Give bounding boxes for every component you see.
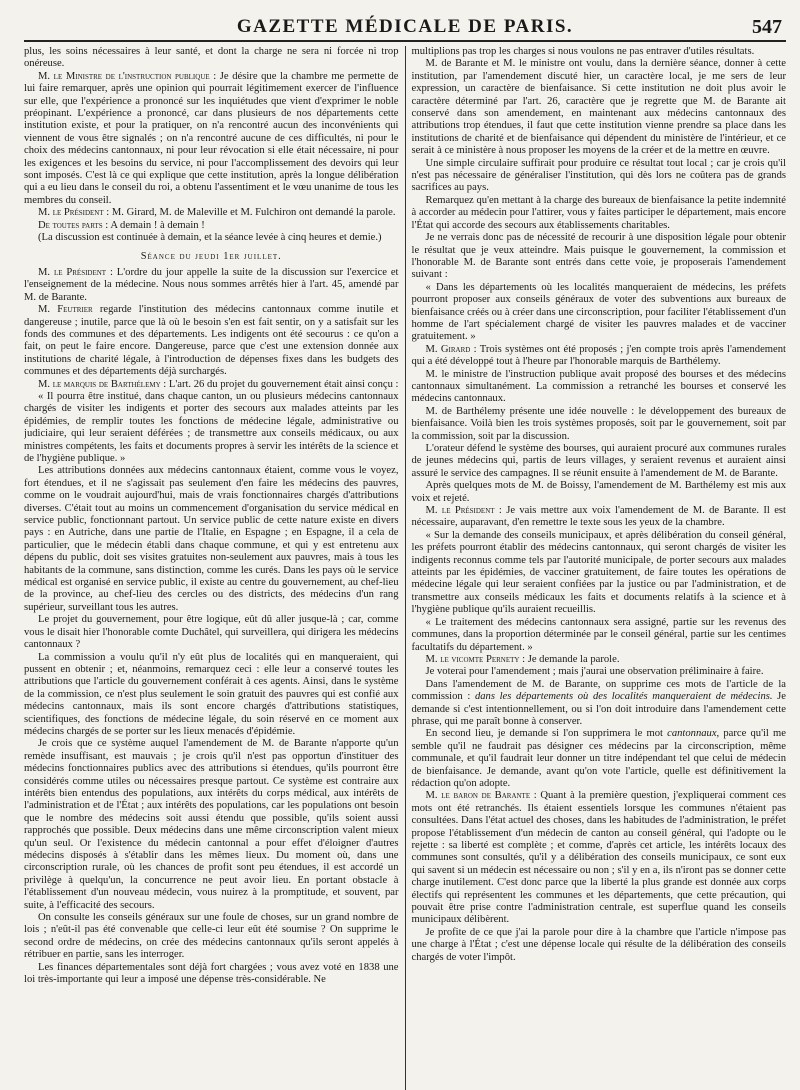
paragraph-text: Les finances départementales sont déjà fort chargées ; vous avez voté en 1838 une loi très-importante qui leur a imposé une dépense très-considérable. Ne: [24, 961, 399, 986]
paragraph: [412, 728, 787, 790]
speaker-name: M. le baron de Barante :: [425, 790, 537, 802]
paragraph-text: L'art. 26 du projet du gouvernement était ainsi conçu :: [166, 378, 399, 390]
paragraph-text: L'ordre du jour appelle la suite de la discussion sur l'exercice et l'enseignement de la médecine. Nous nous sommes arrêtés hier à l'art. 45, amendé par M. de Barante.: [24, 266, 399, 303]
paragraph-text: A demain ! à demain !: [108, 219, 205, 231]
paragraph: [412, 530, 787, 617]
paragraph-text: Les attributions données aux médecins cantonnaux étaient, comme vous le voyez, fort étendues, et il ne s'agissait pas seulement d'en faire les médecins des pauvres, comme on le voudrait aujourd'hui, mais de vrais fonctionnaires chargés d'attributions diverses. C'était tout au moins un commencement d'organisation du service médical en service public, fonctionnant partout. Un service public de cette nature existe en divers pays : en Autriche, dans une partie de l'Italie, en Espagne ; en Espagne, il a cela de particulier, que le médecin établi dans chaque commune, et qui y est entretenu aux dépens du public, doit ses visites gratuites non-seulement aux pauvres, mais à tous les habitants de la commune, sans distinction, comme les curés. Dans les pays où le service médical est organisé en service public, il existe au centre du gouvernement, au chef-lieu de la province, au chef-lieu des cercles ou des districts, des médecins d'un rang supérieur, surveillant tous les autres.: [24, 465, 399, 613]
paragraph-text: Je profite de ce que j'ai la parole pour dire à la chambre que l'article n'impose pas une charge à l'État ; c'est une dépense locale qui résulte de la délibération des conseils chargés de voter l'impôt.: [411, 926, 786, 963]
paragraph: [412, 406, 787, 443]
speaker-name: M. le Ministre de l'instruction publique :: [38, 70, 217, 82]
paragraph-text: La commission a voulu qu'il n'y eût plus de localités qui en manqueraient, qui pussent en obtenir ; et, néanmoins, remarquez ceci : elle leur a conservé toutes les attributions que l'article du gouvernement conférait à ces agents. Ainsi, dans le système de la commission, ce n'est plus seulement le soin gratuit des pauvres qui est confié aux médecins cantonnaux, mais ils sont encore chargés d'attributions statistiques, scientifiques, des fonctions de médecine légale, du soin réservé en ce moment aux médecins chargés de se porter sur les lieux menacés d'épidémie.: [24, 651, 399, 737]
speaker-name: M. le vicomte Pernety :: [425, 653, 526, 665]
paragraph: [24, 379, 399, 391]
speaker-name: M. le Président :: [38, 266, 113, 278]
paragraph-text: plus, les soins nécessaires à leur santé, et dont la charge ne sera ni forcée ni trop onéreuse.: [24, 46, 399, 70]
left-column: [24, 46, 405, 1090]
paragraph-text: regarde l'institution des médecins cantonnaux comme inutile et dangereuse ; inutile, parce que là où le besoin s'en est fait sentir, on y a satisfait sur les fonds des communes et des départements. Les indigents ont été secourus : ce qu'on a fait, on peut le faire encore. Dangereuse, parce que c'est une extension donnée aux institutions de charité légale, à l'introduction de dépenses fixes dans les budgets des communes et des départements déjà surchargés.: [24, 304, 399, 378]
paragraph-text: Je désire que la chambre me permette de lui faire remarquer, après une opinion qui pourrait légitimement exercer de l'influence sur elle, que l'expérience a prononcé sur les inquiétudes que vient d'exprimer le noble préopinant. L'expérience a prononcé, car dans plusieurs de nos départements cette institution existe, et pour la pratiquer, on n'a rencontré aucun des inconvénients qui viennent de vous être signalés ; on n'a rencontré aucune de ces difficultés, ni pour le choix des médecins cantonnaux, ni pour leur révocation si elle était nécessaire, ni pour les exigences et les besoins du service, ni pour l'accomplissement des devoirs qui leur sont imposés. C'est là ce qui explique que cette institution, après la longue délibération qui a eu lieu dans le conseil du roi, a obtenu l'assentiment et le vœu unanime de tous les membres du conseil.: [24, 70, 399, 206]
paragraph: [412, 158, 787, 195]
paragraph: [24, 71, 399, 207]
journal-title: GAZETTE MÉDICALE DE PARIS.: [236, 16, 574, 37]
paragraph: [24, 391, 399, 465]
paragraph-text: M. de Barthélemy présente une idée nouvelle : le développement des bureaux de bienfaisance. Voilà bien les trois systèmes proposés, soit par le gouvernement, soit par la commission, soit par la discussion.: [411, 405, 786, 442]
paragraph-text: Une simple circulaire suffirait pour produire ce résultat tout local ; car je crois qu'il n'est pas nécessaire de généraliser l'institution, qui dès lors ne coûtera pas de grands sacrifices au pays.: [411, 157, 786, 194]
paragraph: [412, 505, 787, 530]
paragraph: [24, 207, 399, 219]
speaker-name: De toutes parts :: [38, 219, 109, 231]
paragraph: [412, 46, 787, 58]
paragraph: [24, 220, 399, 232]
paragraph: [412, 617, 787, 654]
paragraph: [412, 282, 787, 344]
page-header: [24, 14, 786, 42]
paragraph-text: Remarquez qu'en mettant à la charge des bureaux de bienfaisance la petite indemnité à accorder au médecin pour l'attirer, vous y faites participer le département, mais encore l'État qui accorde des secours aux établissements charitables.: [411, 194, 786, 231]
right-column: [406, 46, 787, 1090]
emphasized-text: dans les départements où des localités manqueraient de médecins.: [474, 691, 773, 703]
paragraph-text: « Dans les départements où les localités manqueraient de médecins, les préfets pourront proposer aux conseils généraux de voter des subventions aux bureaux de bienfaisance créés ou à créer dans une circonscription, pour faciliter l'établissement d'un homme de l'art spécialement chargé de visiter les pauvres malades et de vacciner gratuitement. »: [411, 281, 786, 343]
paragraph: [412, 369, 787, 406]
paragraph: [24, 465, 399, 614]
paragraph-text: Je vais mettre aux voix l'amendement de M. de Barante. Il est nécessaire, auparavant, d'en remettre le texte sous les yeux de la chambre.: [411, 505, 786, 529]
paragraph-text: Je crois que ce système auquel l'amendement de M. de Barante n'apporte qu'un remède insuffisant, est mauvais ; je crois qu'il n'est pas opportun d'instituer des médecins fonctionnaires publics avec des attributions si étendues, qu'ils pourront être considérés comme utiles ou nécessaires presque partout. Ce système est contraire aux intérêts bien entendus des populations, aux intérêts du corps médical, aux intérêts de l'administration et de l'État ; aux intérêts des populations, car les populations ont besoin que le nombre des médecins soit aussi étendu que possible, qu'ils soient aussi rapprochés que possible. Deux médecins dans une même circonscription valent mieux qu'un seul. Or l'existence du médecin cantonnal a pour effet d'éloigner d'autres médecins disposés à s'établir dans les mêmes lieux. Du moment où, dans une circonscription rurale, où les chances de profit sont peu étendues, il est accordé un privilège à quelqu'un, la concurrence ne peut avoir lieu. En portant obstacle à l'établissement d'un nouveau médecin, vous nuirez à la promptitude, et souvent, par suite, à l'efficacité des secours.: [24, 738, 399, 911]
paragraph: [412, 443, 787, 480]
paragraph: [24, 652, 399, 739]
paragraph: [412, 480, 787, 505]
speaker-name: M. Girard :: [425, 343, 477, 355]
paragraph-text: « Il pourra être institué, dans chaque canton, un ou plusieurs médecins cantonnaux chargés de visiter les indigents et porter des secours aux malades atteints par les épidémies, de remplir toutes les fonctions de médecine légale, administrative ou judiciaire, qui leur seraient déférées ; de transmettre aux conseils médicaux, ou aux ministres compétents, les faits et documents propres à servir les intérêts de la science et de l'hygiène publique. »: [24, 390, 399, 464]
speaker-name: M. le marquis de Barthélemy :: [38, 378, 167, 390]
page-number: 547: [752, 16, 782, 38]
paragraph-text: Je ne verrais donc pas de nécessité de recourir à une disposition légale pour obtenir le résultat que je veux atteindre. Mais puisque le gouvernement, la commission et l'honorable M. de Barante sont entrés dans cette voie, je proposerais l'amendement suivant :: [411, 232, 786, 281]
paragraph-text-tail: Je demande si c'est intentionnellement, ou si l'on doit introduire dans l'amendement cette phrase, qui me paraît bonne à conserver.: [411, 691, 786, 727]
paragraph-text: Le projet du gouvernement, pour être logique, eût dû aller jusque-là ; car, comme vous le disait hier l'honorable comte Duchâtel, qui surveillera, qui dirigera les médecins cantonnaux ?: [24, 614, 399, 651]
emphasized-text: cantonnaux,: [667, 728, 720, 740]
paragraph-text: Je demande la parole.: [525, 653, 620, 665]
paragraph: [412, 790, 787, 926]
paragraph-text: Dans l'amendement de M. de Barante, on supprime ces mots de l'article de la commission :: [411, 678, 786, 703]
paragraph: [24, 304, 399, 378]
paragraph-text: « Le traitement des médecins cantonnaux sera assigné, partie sur les revenus des communes, dans la proportion déterminée par le conseil général, partie sur les centimes facultatifs du département. »: [411, 616, 786, 653]
paragraph: [412, 654, 787, 666]
speaker-name: M. Feutrier: [38, 304, 93, 316]
paragraph-text: M. de Barante et M. le ministre ont voulu, dans la dernière séance, donner à cette institution, par l'amendement discuté hier, un caractère local, je me sers de leur expression, un caractère de bienfaisance. Si cette institution ne doit plus avoir le caractère déterminé par l'art. 26, caractère que je regrette que M. de Barante ait conservé dans son amendement, en maintenant aux médecins cantonnaux des attributions trop étendues, il faut que cette institution vienne prendre sa place dans les institutions de charité et de bienfaisance qui dépendent du ministère de l'intérieur, et ce serait à ce ministère à nous proposer les moyens de la créer et de la mettre en œuvre.: [411, 58, 786, 157]
paragraph: [412, 58, 787, 157]
paragraph: [24, 267, 399, 304]
section-title: Séance du jeudi 1er juillet.: [140, 250, 282, 262]
paragraph-text: multiplions pas trop les charges si nous voulons ne pas entraver d'utiles résultats.: [411, 46, 755, 57]
speaker-name: M. le Président :: [38, 207, 110, 219]
paragraph: [412, 927, 787, 964]
paragraph-text: Après quelques mots de M. de Boissy, l'amendement de M. Barthélemy est mis aux voix et rejeté.: [411, 480, 786, 504]
paragraph: [412, 195, 787, 232]
paragraph-text: Trois systèmes ont été proposés ; j'en compte trois après l'amendement qui a été développé tout à l'heure par l'honorable marquis de Barthélemy.: [411, 343, 786, 368]
paragraph: [412, 679, 787, 729]
speaker-name: M. le Président :: [425, 505, 502, 517]
text-columns: [24, 46, 786, 1090]
paragraph: [24, 738, 399, 912]
paragraph-text-tail: parce qu'il me semble qu'il ne faudrait pas désigner ces médecins par la circonscription, même communale, et qu'il faudrait leur donner un titre indépendant tel que celui de médecin de bienfaisance. Je demande, avant qu'on vote l'article, quelle est définitivement la rédaction qu'on adopte.: [411, 728, 786, 789]
paragraph-text: (La discussion est continuée à demain, et la séance levée à cinq heures et demie.): [38, 232, 382, 244]
paragraph-text: M. le ministre de l'instruction publique avait proposé des bourses et des médecins cantonnaux simultanément. La commission a retranché les bourses et conservé les médecins cantonnaux.: [411, 368, 786, 405]
paragraph: [24, 614, 399, 651]
paragraph: [412, 344, 787, 369]
paragraph-text: Quant à la première question, j'expliquerai comment ces mots ont été retranchés. Ils étaient essentiels lorsque les communes n'étaient pas consultées. Dans l'état actuel des choses, dans les habitudes de l'administration, le préfet propose l'établissement d'un médecin de canton au conseil général, qui l'adopte ou le rejette : sa liberté est complète ; et comme, d'après cet article, les intérêts locaux des communes sont consultés, qu'il y a délibération des conseils municipaux, ce sont eux qui savent si un médecin est nécessaire ou non ; s'il y en a, ils n'iront pas se donner cette charge inutilement. C'est donc parce que la liberté la plus grande est donnée aux corps électifs qui représentent les communes et les départements, que cette précaution, qui pouvait être prise contre l'administration centrale, est superflue quand les conseils municipaux délibèrent.: [411, 790, 786, 926]
paragraph-text: Je voterai pour l'amendement ; mais j'aurai une observation préliminaire à faire.: [425, 666, 764, 678]
paragraph: [24, 232, 399, 244]
paragraph-text: En second lieu, je demande si l'on supprimera le mot: [425, 728, 668, 740]
paragraph-text: On consulte les conseils généraux sur une foule de choses, sur un grand nombre de lois ; n'eût-il pas été convenable que celle-ci leur eût été soumise ? On supprime le second ordre de médecins, on crée des médecins cantonnaux qu'ils seront appelés à rétribuer en partie, sans les interroger.: [24, 912, 399, 961]
paragraph: [24, 962, 399, 987]
paragraph-text: L'orateur défend le système des bourses, qui auraient procuré aux communes rurales de jeunes médecins qui, partis de leurs villages, y seraient revenus et auraient ainsi assuré le service des campagnes. Il se réunit ensuite à l'amendement de M. de Barante.: [411, 443, 786, 479]
paragraph: [412, 232, 787, 282]
paragraph: [24, 912, 399, 962]
paragraph-text: M. Girard, M. de Maleville et M. Fulchiron ont demandé la parole.: [109, 207, 396, 219]
paragraph: [412, 666, 787, 678]
paragraph-text: « Sur la demande des conseils municipaux, et après délibération du conseil général, les préfets pourront établir des médecins cantonnaux, qui seront chargés de visiter les indigents reconnus comme tels par l'autorité municipale, de porter secours aux malades atteints par les épidémies, de vacciner gratuitement, de faire toutes les opérations de médecine légale qui leur seraient confiées par la justice ou par l'administration, et de transmettre aux conseils médicaux les faits et documents relatifs à la science et à l'hygiène publique qu'ils auraient recueillis.: [411, 529, 786, 616]
paragraph: [24, 46, 399, 71]
